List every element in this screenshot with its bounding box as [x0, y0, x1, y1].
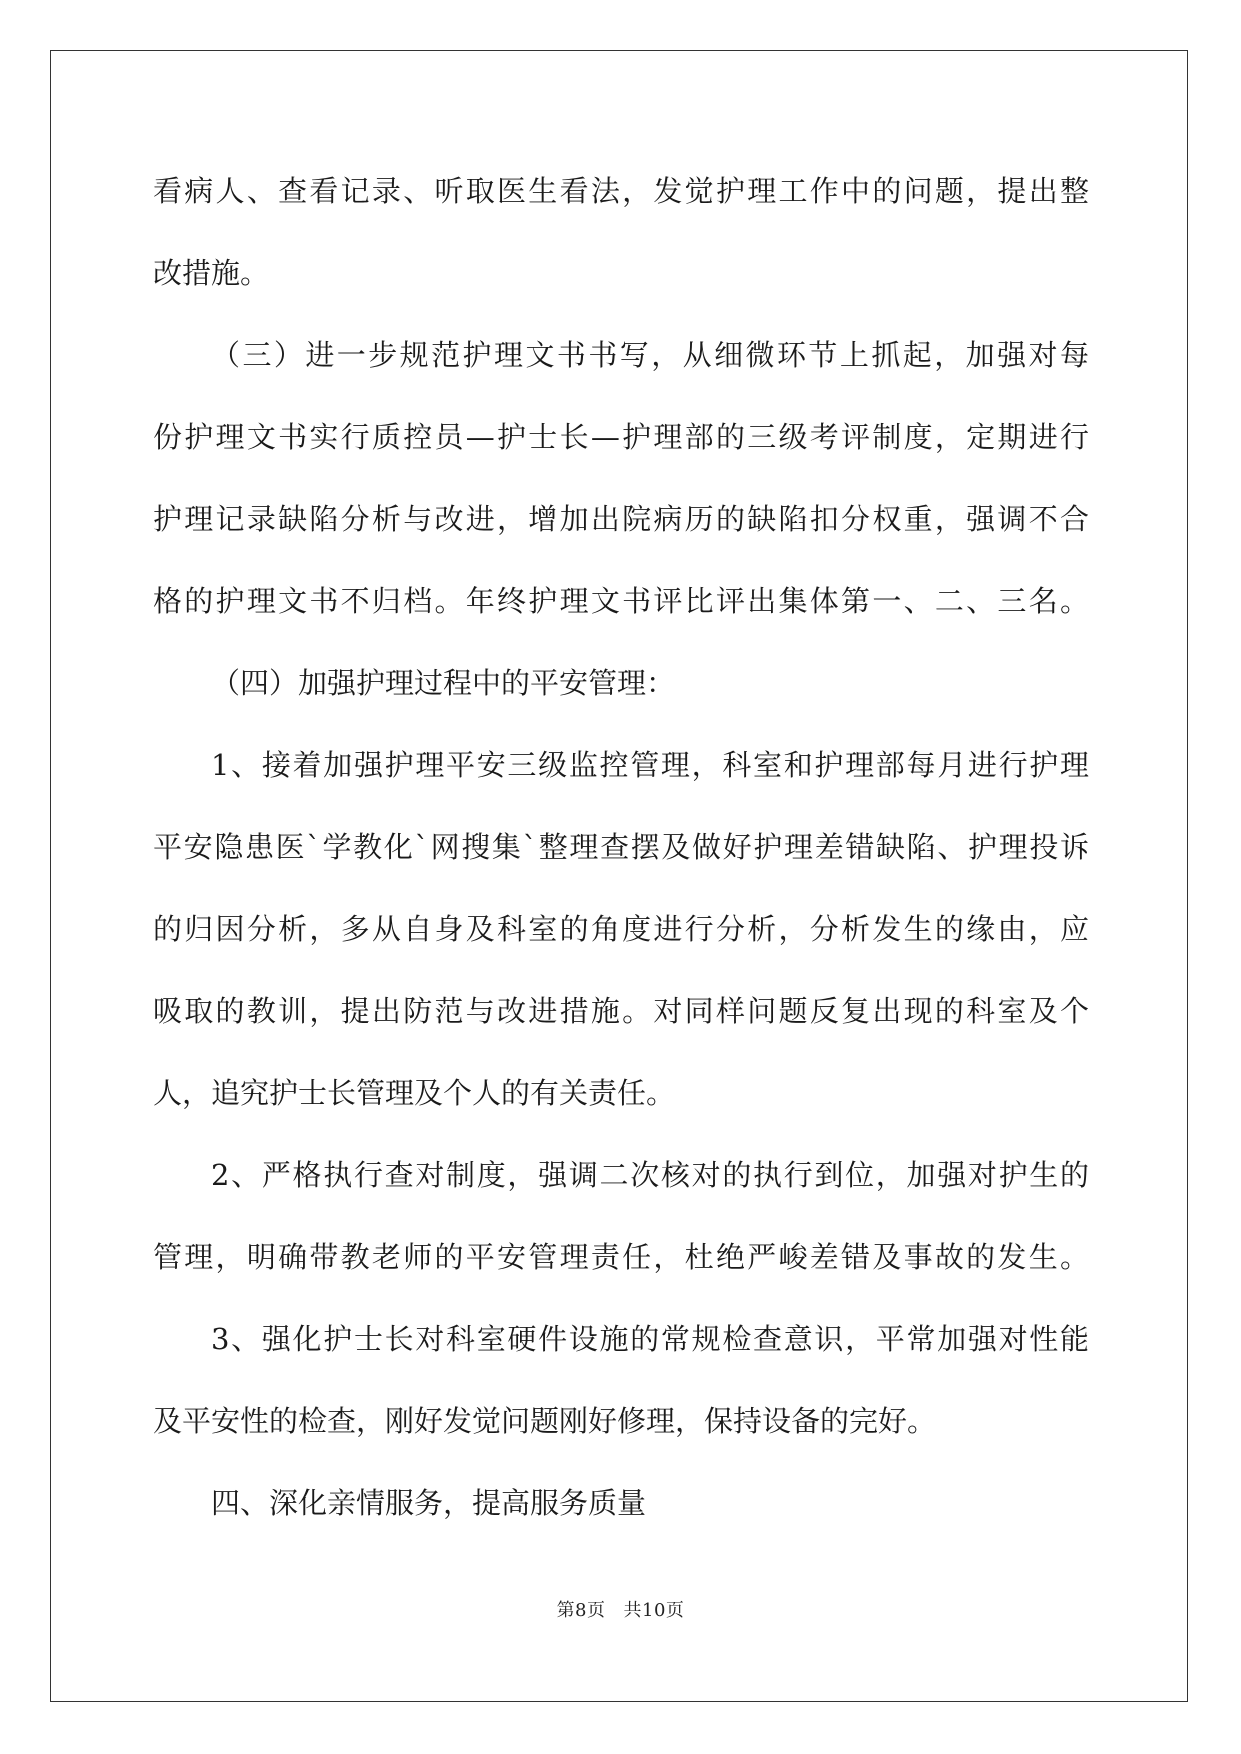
text-line: 改措施。: [153, 256, 270, 290]
text-line: 平安隐患医`学教化`网搜集`整理查摆及做好护理差错缺陷、护理投诉: [153, 830, 1089, 864]
text-line: 管理，明确带教老师的平安管理责任，杜绝严峻差错及事故的发生。: [153, 1240, 1089, 1274]
page-number: 第8页: [556, 1600, 606, 1621]
page-footer: [0, 1596, 1241, 1622]
text-line: 看病人、查看记录、听取医生看法，发觉护理工作中的问题，提出整: [153, 174, 1089, 208]
text-line: 及平安性的检查，刚好发觉问题刚好修理，保持设备的完好。: [153, 1404, 937, 1438]
text-line: 四、深化亲情服务，提高服务质量: [211, 1486, 647, 1520]
text-line: （三）进一步规范护理文书书写，从细微环节上抓起，加强对每: [211, 338, 1089, 372]
text-line: （四）加强护理过程中的平安管理：: [211, 666, 676, 700]
page-total: 共10页: [623, 1600, 685, 1621]
text-line: 3、强化护士长对科室硬件设施的常规检查意识，平常加强对性能: [211, 1322, 1089, 1356]
text-line: 吸取的教训，提出防范与改进措施。对同样问题反复出现的科室及个: [153, 994, 1089, 1028]
text-line: 的归因分析，多从自身及科室的角度进行分析，分析发生的缘由，应: [153, 912, 1089, 946]
text-line: 2、严格执行查对制度，强调二次核对的执行到位，加强对护生的: [211, 1158, 1089, 1192]
text-line: 人，追究护士长管理及个人的有关责任。: [153, 1076, 676, 1110]
text-line: 1、接着加强护理平安三级监控管理，科室和护理部每月进行护理: [211, 748, 1089, 782]
text-line: 格的护理文书不归档。年终护理文书评比评出集体第一、二、三名。: [153, 584, 1089, 618]
document-body: [153, 150, 1089, 1544]
text-line: 护理记录缺陷分析与改进，增加出院病历的缺陷扣分权重，强调不合: [153, 502, 1089, 536]
text-line: 份护理文书实行质控员—护士长—护理部的三级考评制度，定期进行: [153, 420, 1089, 454]
